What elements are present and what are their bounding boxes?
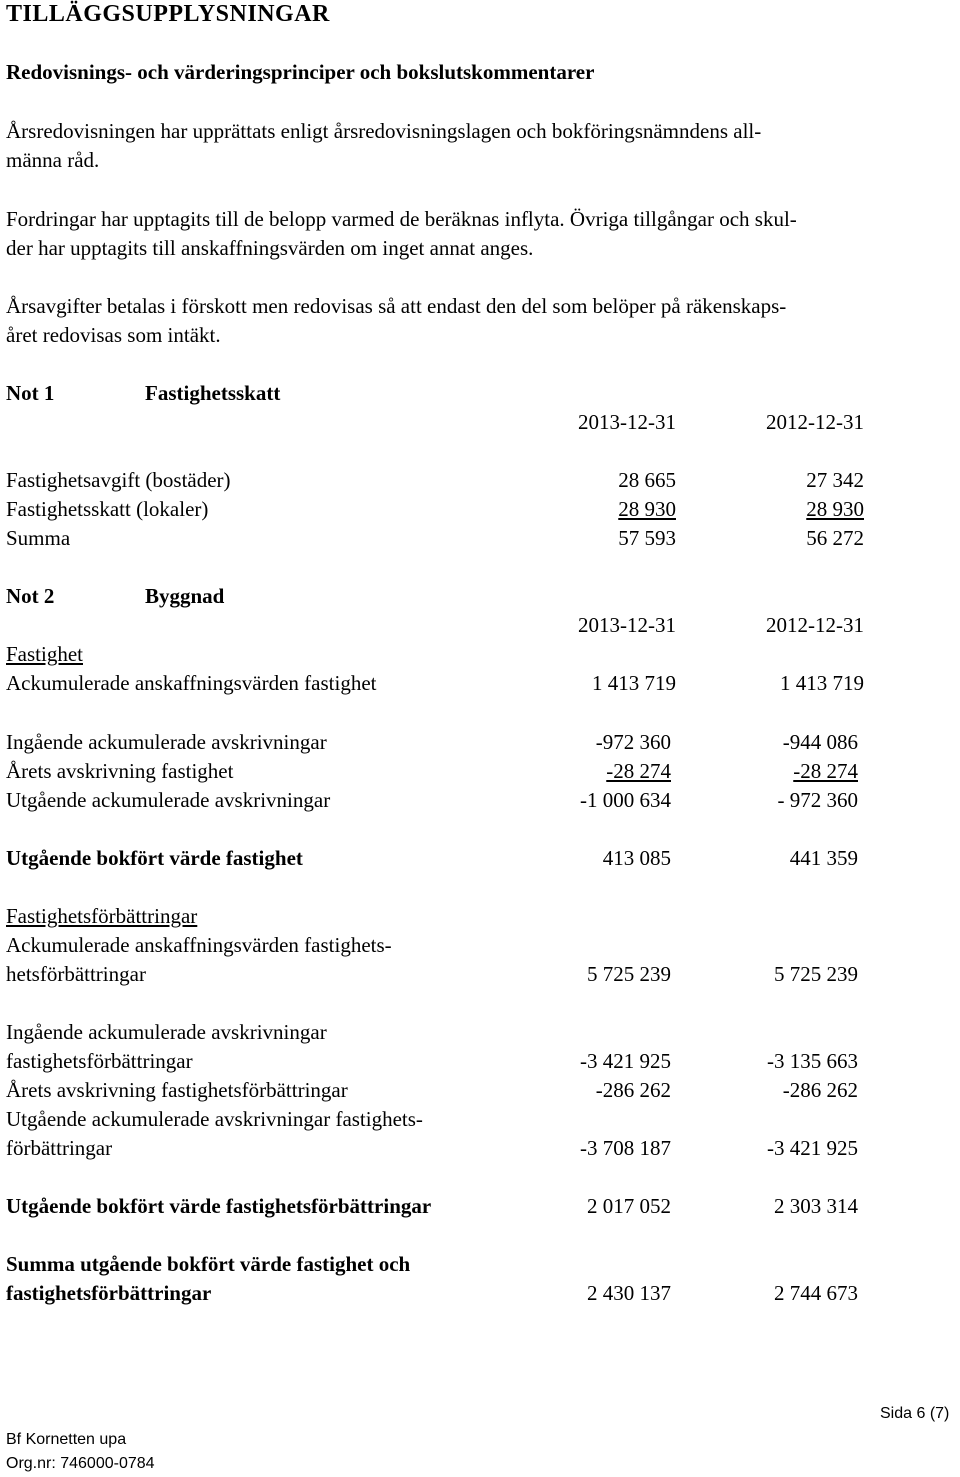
paragraph-line: Fordringar har upptagits till de belopp varmed de beräknas inflyta. Övriga tillgångar och skul- bbox=[6, 207, 797, 231]
row-label: Ackumulerade anskaffningsvärden fastighet bbox=[6, 671, 377, 695]
note-heading: Fastighetsskatt bbox=[145, 381, 281, 405]
paragraph-line: der har upptagits till anskaffningsvärden om inget annat anges. bbox=[6, 236, 534, 260]
column-header: 2013-12-31 bbox=[578, 613, 676, 637]
page-title: TILLÄGGSUPPLYSNINGAR bbox=[6, 1, 330, 27]
section-subtitle: Redovisnings- och värderingsprinciper och bokslutskommentarer bbox=[6, 60, 595, 84]
note-heading: Byggnad bbox=[145, 584, 225, 608]
row-value: 56 272 bbox=[806, 526, 864, 550]
row-value: 1 413 719 bbox=[780, 671, 864, 695]
note-label: Not 2 bbox=[6, 584, 55, 608]
row-value: 5 725 239 bbox=[587, 962, 671, 986]
row-label: förbättringar bbox=[6, 1136, 113, 1160]
row-label: fastighetsförbättringar bbox=[6, 1049, 193, 1073]
org-name: Bf Kornetten upa bbox=[6, 1431, 127, 1448]
row-value: -28 274 bbox=[606, 759, 671, 783]
subsection-heading: Fastighet bbox=[6, 642, 83, 666]
column-header: 2012-12-31 bbox=[766, 410, 864, 434]
row-label: Ingående ackumulerade avskrivningar bbox=[6, 730, 327, 754]
row-label: Fastighetsavgift (bostäder) bbox=[6, 468, 231, 492]
row-value: 27 342 bbox=[806, 468, 864, 492]
row-value: 28 930 bbox=[618, 497, 676, 521]
org-number: Org.nr: 746000-0784 bbox=[6, 1455, 155, 1472]
row-label: Fastighetsskatt (lokaler) bbox=[6, 497, 209, 521]
row-value: -286 262 bbox=[782, 1078, 858, 1102]
total-value: 2 744 673 bbox=[774, 1281, 858, 1305]
page-number: Sida 6 (7) bbox=[880, 1405, 950, 1422]
row-value: 413 085 bbox=[602, 846, 671, 870]
row-label: Årets avskrivning fastighet bbox=[6, 759, 234, 783]
row-value: 57 593 bbox=[618, 526, 676, 550]
total-value: 2 430 137 bbox=[587, 1281, 671, 1305]
row-value: 2 017 052 bbox=[587, 1194, 671, 1218]
row-value: 1 413 719 bbox=[592, 671, 676, 695]
paragraph-line: männa råd. bbox=[6, 148, 100, 172]
row-value: 28 665 bbox=[618, 468, 676, 492]
note-label: Not 1 bbox=[6, 381, 55, 405]
subsection-heading: Fastighetsförbättringar bbox=[6, 904, 198, 928]
total-label: Summa utgående bokfört värde fastighet och bbox=[6, 1252, 411, 1276]
column-header: 2012-12-31 bbox=[766, 613, 864, 637]
row-label: Utgående bokfört värde fastighetsförbättringar bbox=[6, 1194, 432, 1218]
row-value: -3 708 187 bbox=[580, 1136, 671, 1160]
row-value: 28 930 bbox=[806, 497, 864, 521]
row-label: Ingående ackumulerade avskrivningar bbox=[6, 1020, 327, 1044]
row-value: -286 262 bbox=[595, 1078, 671, 1102]
row-value: -1 000 634 bbox=[580, 788, 671, 812]
row-value: -3 421 925 bbox=[580, 1049, 671, 1073]
row-value: - 972 360 bbox=[777, 788, 858, 812]
total-label: fastighetsförbättringar bbox=[6, 1281, 212, 1305]
row-label: Utgående ackumulerade avskrivningar bbox=[6, 788, 331, 812]
paragraph-line: Årsavgifter betalas i förskott men redovisas så att endast den del som belöper på räkenskaps- bbox=[6, 294, 787, 318]
row-value: 441 359 bbox=[789, 846, 858, 870]
row-value: -3 421 925 bbox=[767, 1136, 858, 1160]
row-value: 5 725 239 bbox=[774, 962, 858, 986]
row-label: Utgående bokfört värde fastighet bbox=[6, 846, 303, 870]
row-label: Årets avskrivning fastighetsförbättringar bbox=[6, 1078, 348, 1102]
paragraph-line: året redovisas som intäkt. bbox=[6, 323, 221, 347]
row-value: 2 303 314 bbox=[774, 1194, 858, 1218]
row-value: -972 360 bbox=[595, 730, 671, 754]
row-value: -28 274 bbox=[793, 759, 858, 783]
row-value: -3 135 663 bbox=[767, 1049, 858, 1073]
column-header: 2013-12-31 bbox=[578, 410, 676, 434]
row-label: Summa bbox=[6, 526, 71, 550]
row-label: hetsförbättringar bbox=[6, 962, 146, 986]
row-label: Utgående ackumulerade avskrivningar fastighets- bbox=[6, 1107, 423, 1131]
row-label: Ackumulerade anskaffningsvärden fastighets- bbox=[6, 933, 392, 957]
paragraph-line: Årsredovisningen har upprättats enligt årsredovisningslagen och bokföringsnämndens all- bbox=[6, 119, 762, 143]
row-value: -944 086 bbox=[782, 730, 858, 754]
